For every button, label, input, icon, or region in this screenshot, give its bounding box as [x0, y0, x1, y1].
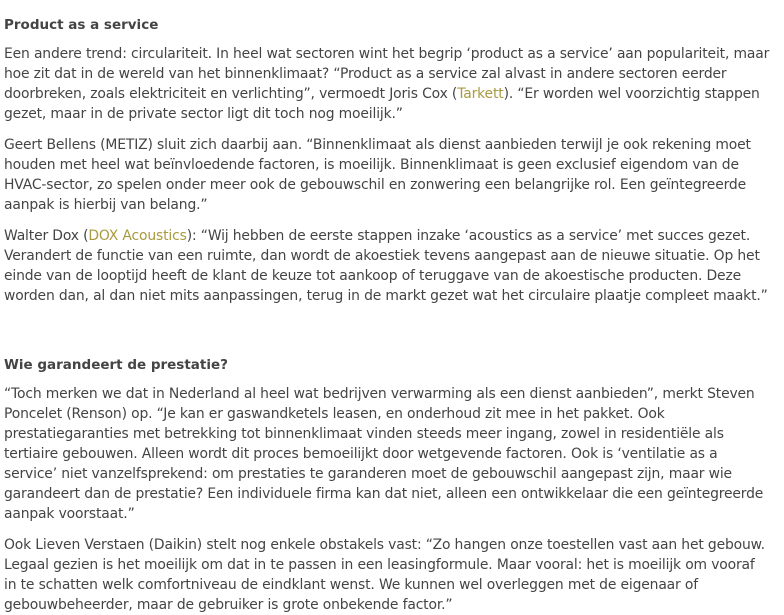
section-heading-product-as-a-service: Product as a service [4, 17, 159, 33]
section-heading-prestatie: Wie garandeert de prestatie? [4, 357, 228, 373]
paragraph-text: Een andere trend: circulariteit. In heel wat sectoren wint het begrip ‘product as a service’ aan populariteit, maar hoe zit dat in de wereld van het binnenklimaat? “Product as a service zal alvast in andere sectoren eerder doorbreken, zoals elektriciteit en verlichting”, vermoedt Joris Cox ( [4, 46, 770, 102]
link-tarkett[interactable]: Tarkett [457, 86, 504, 102]
paragraph-walter-dox [4, 226, 770, 306]
section-spacer [4, 306, 770, 355]
paragraph-lieven-verstaen: Ook Lieven Verstaen (Daikin) stelt nog enkele obstakels vast: “Zo hangen onze toestellen vast aan het gebouw. Legaal gezien is het moeilijk om dat in te passen in een leasingformule. Maar vooral: het is moeilijk om vooraf in te schatten welk comfortniveau de eindklant wenst. We kunnen wel overleggen met de eigenaar of gebouwbeheerder, maar de gebruiker is grote onbekende factor.” [4, 537, 765, 613]
paragraph-circulariteit [4, 44, 770, 124]
link-dox-acoustics[interactable]: DOX Acoustics [88, 228, 187, 244]
paragraph-steven-poncelet: “Toch merken we dat in Nederland al heel wat bedrijven verwarming als een dienst aanbieden”, merkt Steven Poncelet (Renson) op. “Je kan er gaswandketels leasen, en onderhoud zit mee in het pakket. Ook prestatiegaranties met betrekking tot binnenklimaat vinden steeds meer ingang, zowel in residentiële als tertiaire gebouwen. Alleen wordt dit proces bemoeilijkt door wetgevende factoren. Ook is ‘ventilatie as a service’ niet vanzelfsprekend: om prestaties te garanderen moet de gebouwschil aangepast zijn, maar wie garandeert dan de prestatie? Een individuele firma kan dat niet, alleen een ontwikkelaar die een geïntegreerde aanpak voorstaat.” [4, 386, 764, 522]
paragraph-text: ): “Wij hebben de eerste stappen inzake ‘acoustics as a service’ met succes gezet. Verandert de functie van een ruimte, dan wordt de akoestiek tevens aangepast aan de nieuwe situatie. Op het einde van de looptijd heeft de klant de keuze tot aankoop of teruggave van de akoestische producten. Deze worden dan, al dan niet mits aanpassingen, terug in de markt gezet wat het circulaire plaatje compleet maakt.” [4, 228, 768, 304]
paragraph-geert-bellens: Geert Bellens (METIZ) sluit zich daarbij aan. “Binnenklimaat als dienst aanbieden terwijl je ook rekening moet houden met heel wat beïnvloedende factoren, is moeilijk. Binnenklimaat is geen exclusief eigendom van de HVAC-sector, zo spelen onder meer ook de gebouwschil en zonwering een belangrijke rol. Een geïntegreerde aanpak is hierbij van belang.” [4, 137, 751, 213]
paragraph-text: ). “Er worden wel voorzichtig stappen gezet, maar in de private sector ligt dit toch nog moeilijk.” [4, 86, 760, 122]
paragraph-text: Walter Dox ( [4, 228, 89, 244]
